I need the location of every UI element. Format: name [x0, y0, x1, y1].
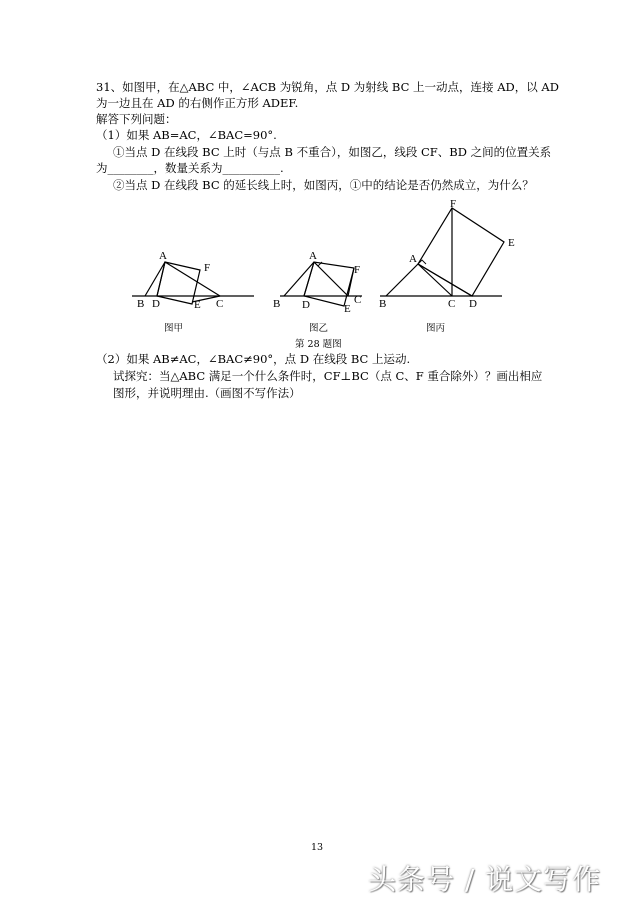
- yi-label-c: C: [354, 294, 362, 306]
- caption-bing: 图丙: [426, 323, 446, 334]
- caption-jia: 图甲: [164, 323, 184, 334]
- problem-line-5: ①当点 D 在线段 BC 上时（与点 B 不重合），如图乙，线段 CF、BD 之间的位置关系: [113, 145, 552, 159]
- caption-yi: 图乙: [309, 323, 329, 334]
- bing-label-d: D: [469, 298, 477, 310]
- problem-line-1: 31、如图甲，在△ABC 中，∠ACB 为锐角，点 D 为射线 BC 上一动点，连接 AD，以 AD: [96, 80, 559, 94]
- problem-line-2: 为一边且在 AD 的右侧作正方形 ADEF.: [96, 96, 299, 110]
- jia-label-a: A: [159, 250, 167, 262]
- part2-line-2: 试探究：当△ABC 满足一个什么条件时，CF⊥BC（点 C、F 重合除外）？画出相应: [113, 369, 543, 383]
- bing-label-e: E: [508, 237, 515, 249]
- problem-line-6: 为________，数量关系为__________.: [96, 161, 284, 175]
- jia-label-e: E: [194, 299, 201, 311]
- bing-label-f: F: [450, 198, 457, 210]
- figure-bing-diagram: [374, 196, 524, 310]
- figure-jia: [128, 244, 258, 324]
- watermark: 头条号 / 说文写作: [368, 863, 602, 896]
- yi-label-f: F: [354, 264, 361, 276]
- problem-line-3: 解答下列问题：: [96, 112, 177, 126]
- yi-label-e: E: [344, 303, 351, 315]
- page-number: 13: [311, 842, 324, 853]
- figure-bing: [374, 196, 524, 310]
- problem-line-7: ②当点 D 在线段 BC 的延长线上时，如图丙，①中的结论是否仍然成立，为什么？: [113, 178, 534, 192]
- figure-yi: [272, 244, 372, 324]
- part2-line-1: （2）如果 AB≠AC，∠BAC≠90°，点 D 在线段 BC 上运动.: [96, 352, 411, 366]
- jia-label-d: D: [152, 298, 160, 310]
- figure-yi-diagram: [272, 244, 372, 324]
- part2-line-3: 图形，并说明理由.（画图不写作法）: [113, 386, 301, 400]
- figure-group-caption: 第 28 题图: [295, 339, 342, 350]
- figure-jia-diagram: [128, 244, 258, 324]
- problem-line-4: （1）如果 AB=AC，∠BAC=90°.: [96, 128, 277, 142]
- bing-label-b: B: [379, 298, 387, 310]
- yi-label-d: D: [302, 299, 310, 311]
- jia-label-b: B: [137, 298, 145, 310]
- jia-label-f: F: [204, 262, 211, 274]
- yi-label-a: A: [309, 250, 317, 262]
- bing-label-c: C: [448, 298, 456, 310]
- bing-label-a: A: [409, 253, 417, 265]
- jia-label-c: C: [216, 298, 224, 310]
- yi-label-b: B: [273, 298, 281, 310]
